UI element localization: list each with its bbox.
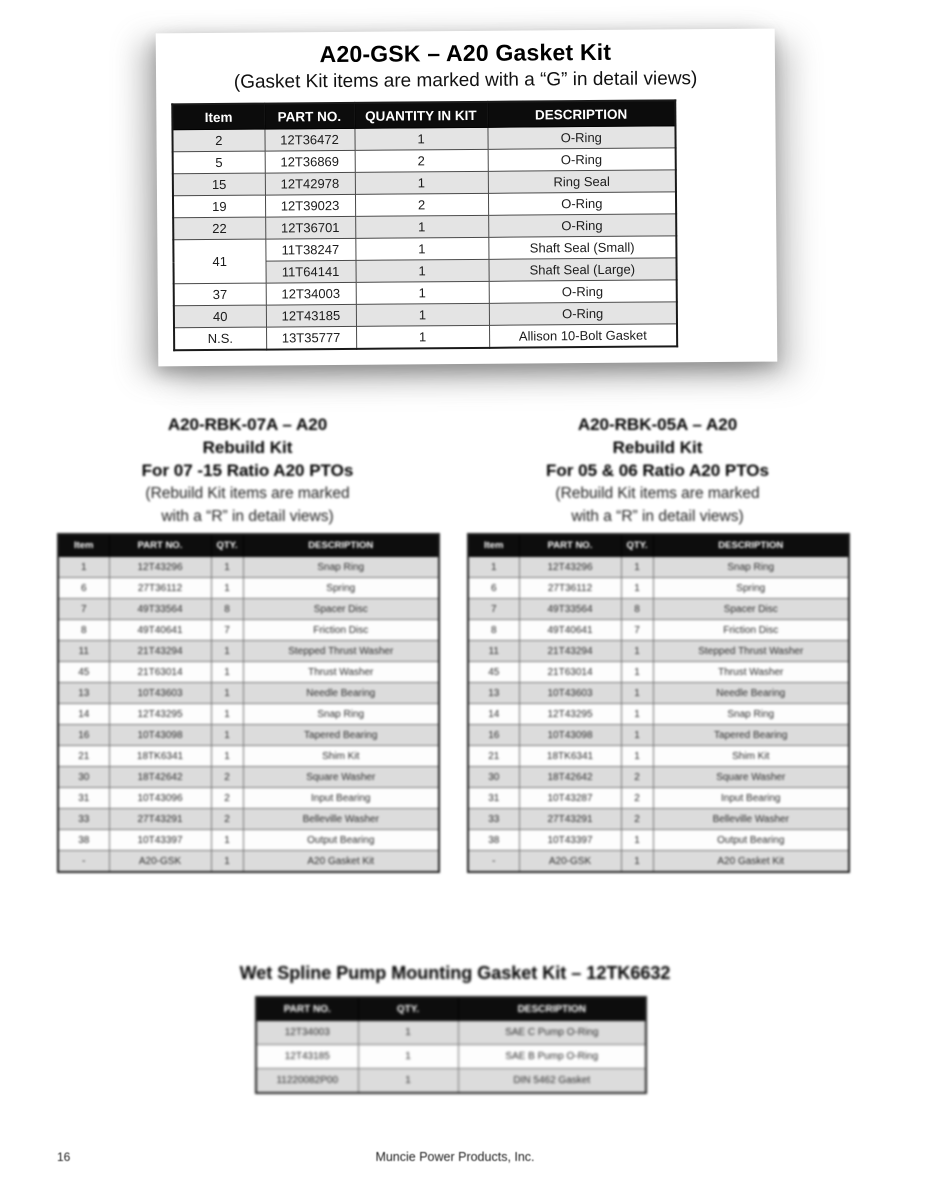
table-header-row: [256, 997, 646, 1021]
table-cell: Needle Bearing: [243, 683, 439, 704]
table-cell: 1: [211, 830, 243, 851]
table-cell: 11: [468, 641, 519, 662]
title-line: (Rebuild Kit items are marked: [145, 485, 350, 502]
gasket-kit-table: [171, 99, 678, 351]
column-header: PART NO.: [264, 103, 354, 129]
table-cell: -: [468, 851, 519, 873]
page-number: 16: [57, 1150, 71, 1164]
table-cell: 12T34003: [266, 282, 356, 305]
table-cell: SAE C Pump O-Ring: [458, 1021, 646, 1045]
table-cell: 27T36112: [519, 578, 621, 599]
wet-spline-kit-title: Wet Spline Pump Mounting Gasket Kit – 12TK6632: [239, 963, 671, 983]
table-cell: 10T43397: [519, 830, 621, 851]
table-cell: 21T43294: [109, 641, 211, 662]
table-cell: 12T42978: [265, 172, 355, 195]
column-header: PART NO.: [256, 997, 358, 1021]
table-cell: Spring: [243, 578, 439, 599]
table-cell: 33: [58, 809, 109, 830]
table-row: [58, 830, 439, 851]
table-cell: Thrust Washer: [653, 662, 849, 683]
rebuild-kit-05a-subtitle: [467, 482, 848, 528]
table-cell: 30: [58, 767, 109, 788]
table-cell: 1: [621, 704, 653, 725]
table-cell: 12T43295: [109, 704, 211, 725]
table-row: [58, 851, 439, 873]
table-cell: Allison 10-Bolt Gasket: [489, 324, 677, 348]
rebuild-kit-07a-title: [57, 413, 438, 482]
rebuild-kit-07a-table: [57, 533, 440, 873]
table-row: [468, 599, 849, 620]
table-cell: 2: [172, 129, 264, 152]
title-line: A20-RBK-05A – A20: [577, 415, 738, 434]
table-cell: Ring Seal: [488, 170, 676, 193]
table-cell: 1: [355, 215, 488, 238]
table-cell: N.S.: [174, 327, 266, 350]
table-row: [468, 662, 849, 683]
table-cell: Spacer Disc: [243, 599, 439, 620]
table-cell: 10T43287: [519, 788, 621, 809]
table-cell: 1: [211, 578, 243, 599]
table-cell: 27T43291: [519, 809, 621, 830]
table-cell: 12T36472: [264, 128, 354, 151]
table-cell: 30: [468, 767, 519, 788]
column-header: QTY.: [211, 534, 243, 557]
table-row: [468, 704, 849, 725]
table-row: [58, 788, 439, 809]
column-header: QTY.: [358, 997, 458, 1021]
table-cell: Shaft Seal (Large): [488, 258, 676, 281]
footer-company-name: Muncie Power Products, Inc.: [375, 1150, 535, 1164]
table-cell: Output Bearing: [653, 830, 849, 851]
table-cell: 1: [58, 557, 109, 578]
table-cell: Snap Ring: [243, 557, 439, 578]
table-cell: 2: [355, 149, 488, 172]
table-cell: Friction Disc: [653, 620, 849, 641]
table-cell: 1: [211, 641, 243, 662]
table-row: [58, 578, 439, 599]
table-row: [468, 809, 849, 830]
table-cell: Belleville Washer: [653, 809, 849, 830]
table-cell: Shaft Seal (Small): [488, 236, 676, 259]
table-cell: 1: [468, 557, 519, 578]
table-cell: 1: [621, 683, 653, 704]
table-cell: 1: [621, 557, 653, 578]
table-row: [468, 788, 849, 809]
table-cell: 14: [58, 704, 109, 725]
table-cell: 19: [173, 195, 265, 218]
table-row: [468, 851, 849, 873]
table-cell: 2: [211, 767, 243, 788]
table-cell: 2: [211, 809, 243, 830]
table-cell: 1: [355, 259, 488, 282]
table-cell: 7: [621, 620, 653, 641]
table-cell: 18TK6341: [109, 746, 211, 767]
table-cell: 12T43185: [256, 1045, 358, 1069]
table-cell: 12T43296: [109, 557, 211, 578]
table-cell: 1: [621, 746, 653, 767]
rebuild-kit-05a-title: [467, 413, 848, 482]
table-cell: 2: [621, 788, 653, 809]
table-cell: 1: [621, 851, 653, 873]
column-header: QUANTITY IN KIT: [354, 102, 487, 129]
column-header: Item: [172, 104, 264, 130]
title-line: Rebuild Kit: [202, 438, 293, 457]
table-cell: Tapered Bearing: [243, 725, 439, 746]
table-cell: -: [58, 851, 109, 873]
column-header: Item: [58, 534, 109, 557]
column-header: PART NO.: [519, 534, 621, 557]
table-cell: 22: [173, 217, 265, 240]
table-cell: 18T42642: [519, 767, 621, 788]
table-row: [174, 324, 677, 350]
table-row: [468, 767, 849, 788]
table-cell: 38: [468, 830, 519, 851]
table-cell: 2: [621, 767, 653, 788]
table-cell: Stepped Thrust Washer: [653, 641, 849, 662]
title-line: Rebuild Kit: [612, 438, 703, 457]
table-cell: 1: [211, 725, 243, 746]
gasket-kit-card: [156, 29, 778, 367]
column-header: DESCRIPTION: [458, 997, 646, 1021]
table-cell: 1: [621, 662, 653, 683]
table-cell: 49T33564: [109, 599, 211, 620]
table-cell: 31: [468, 788, 519, 809]
table-cell: 1: [355, 237, 488, 260]
table-cell: Square Washer: [243, 767, 439, 788]
title-line: A20-RBK-07A – A20: [167, 415, 328, 434]
column-header: QTY.: [621, 534, 653, 557]
table-cell: 12T39023: [265, 194, 355, 217]
table-row: [468, 620, 849, 641]
table-row: [468, 683, 849, 704]
table-cell: Tapered Bearing: [653, 725, 849, 746]
table-cell: 7: [58, 599, 109, 620]
table-cell: 13: [468, 683, 519, 704]
table-cell: 13: [58, 683, 109, 704]
table-cell: 7: [211, 620, 243, 641]
table-cell: 6: [58, 578, 109, 599]
table-cell: Shim Kit: [243, 746, 439, 767]
table-cell: 16: [58, 725, 109, 746]
table-cell: 18T42642: [109, 767, 211, 788]
table-cell: A20 Gasket Kit: [243, 851, 439, 873]
table-cell: 14: [468, 704, 519, 725]
column-header: DESCRIPTION: [487, 100, 675, 127]
table-cell: 37: [174, 283, 266, 306]
table-cell: O-Ring: [489, 280, 677, 303]
table-cell: 2: [621, 809, 653, 830]
table-row: [58, 704, 439, 725]
table-row: [58, 809, 439, 830]
table-cell: 49T40641: [519, 620, 621, 641]
table-cell: Snap Ring: [653, 557, 849, 578]
table-row: [256, 1069, 646, 1094]
table-header-row: [58, 534, 439, 557]
table-row: [468, 578, 849, 599]
title-line: with a “R” in detail views): [161, 508, 334, 525]
table-row: [58, 746, 439, 767]
table-cell: Shim Kit: [653, 746, 849, 767]
table-row: [58, 683, 439, 704]
table-cell: 33: [468, 809, 519, 830]
title-line: For 07 -15 Ratio A20 PTOs: [141, 461, 354, 480]
table-header-row: [468, 534, 849, 557]
table-cell: A20-GSK: [519, 851, 621, 873]
table-cell: 2: [211, 788, 243, 809]
table-cell: 6: [468, 578, 519, 599]
table-cell: 1: [356, 281, 489, 304]
table-cell: 1: [356, 303, 489, 326]
table-cell: 1: [355, 171, 488, 194]
table-cell: 11T38247: [265, 238, 355, 261]
table-cell: 11220082P00: [256, 1069, 358, 1094]
table-cell: 7: [468, 599, 519, 620]
table-cell: 1: [211, 683, 243, 704]
table-cell: 49T40641: [109, 620, 211, 641]
table-cell: 10T43098: [519, 725, 621, 746]
table-cell: O-Ring: [488, 148, 676, 171]
table-cell: 1: [358, 1045, 458, 1069]
table-cell: 12T36869: [265, 150, 355, 173]
table-row: [256, 1021, 646, 1045]
table-cell: Snap Ring: [653, 704, 849, 725]
table-row: [58, 620, 439, 641]
table-cell: A20 Gasket Kit: [653, 851, 849, 873]
table-cell: Spring: [653, 578, 849, 599]
table-cell: 8: [211, 599, 243, 620]
table-cell: 31: [58, 788, 109, 809]
wet-spline-kit-table: [255, 996, 647, 1094]
table-cell: Stepped Thrust Washer: [243, 641, 439, 662]
table-cell: 11T64141: [265, 260, 355, 283]
table-cell: 1: [354, 127, 487, 150]
table-cell: 21: [468, 746, 519, 767]
table-cell: SAE B Pump O-Ring: [458, 1045, 646, 1069]
table-cell: 41: [173, 239, 265, 284]
table-cell: 11: [58, 641, 109, 662]
table-row: [468, 557, 849, 578]
table-cell: Input Bearing: [653, 788, 849, 809]
table-cell: A20-GSK: [109, 851, 211, 873]
column-header: DESCRIPTION: [243, 534, 439, 557]
table-row: [58, 641, 439, 662]
table-cell: 1: [211, 557, 243, 578]
table-cell: 1: [358, 1021, 458, 1045]
table-cell: Belleville Washer: [243, 809, 439, 830]
table-cell: 8: [621, 599, 653, 620]
table-row: [468, 641, 849, 662]
table-cell: 1: [621, 725, 653, 746]
table-cell: 1: [211, 662, 243, 683]
table-cell: 10T43603: [109, 683, 211, 704]
table-cell: 27T36112: [109, 578, 211, 599]
table-cell: 8: [58, 620, 109, 641]
table-cell: 2: [355, 193, 488, 216]
gasket-kit-title: A20-GSK – A20 Gasket Kit: [319, 38, 612, 68]
table-cell: Output Bearing: [243, 830, 439, 851]
table-cell: 12T43296: [519, 557, 621, 578]
table-cell: 45: [468, 662, 519, 683]
table-row: [468, 830, 849, 851]
table-cell: 1: [211, 746, 243, 767]
title-line: For 05 & 06 Ratio A20 PTOs: [546, 461, 769, 480]
table-cell: 49T33564: [519, 599, 621, 620]
table-cell: Spacer Disc: [653, 599, 849, 620]
page-footer: [0, 1150, 910, 1164]
gasket-kit-subtitle: (Gasket Kit items are marked with a “G” in detail views): [233, 68, 698, 93]
table-cell: 21T63014: [519, 662, 621, 683]
table-cell: 13T35777: [266, 326, 356, 349]
table-row: [58, 725, 439, 746]
table-row: [58, 662, 439, 683]
table-cell: 1: [211, 851, 243, 873]
table-cell: 45: [58, 662, 109, 683]
table-cell: 1: [356, 325, 489, 349]
table-cell: 5: [173, 151, 265, 174]
title-line: with a “R” in detail views): [571, 508, 744, 525]
table-cell: 1: [621, 830, 653, 851]
table-cell: 40: [174, 305, 266, 328]
table-cell: 10T43603: [519, 683, 621, 704]
table-cell: Snap Ring: [243, 704, 439, 725]
table-cell: 12T43185: [266, 304, 356, 327]
table-cell: 12T34003: [256, 1021, 358, 1045]
rebuild-kit-07a-section: [57, 413, 438, 873]
table-cell: 10T43397: [109, 830, 211, 851]
table-row: [256, 1045, 646, 1069]
table-header-row: [172, 100, 675, 129]
table-cell: 21T43294: [519, 641, 621, 662]
table-row: [58, 599, 439, 620]
table-cell: O-Ring: [488, 192, 676, 215]
rebuild-kit-05a-table: [467, 533, 850, 873]
column-header: PART NO.: [109, 534, 211, 557]
title-line: (Rebuild Kit items are marked: [555, 485, 760, 502]
table-cell: 1: [621, 641, 653, 662]
table-row: [58, 557, 439, 578]
table-cell: Square Washer: [653, 767, 849, 788]
table-row: [468, 746, 849, 767]
table-row: [58, 767, 439, 788]
table-cell: 18TK6341: [519, 746, 621, 767]
table-cell: 10T43098: [109, 725, 211, 746]
table-cell: O-Ring: [489, 302, 677, 325]
table-cell: 38: [58, 830, 109, 851]
table-cell: 12T43295: [519, 704, 621, 725]
table-cell: Input Bearing: [243, 788, 439, 809]
table-cell: 10T43096: [109, 788, 211, 809]
table-cell: O-Ring: [488, 214, 676, 237]
table-cell: Thrust Washer: [243, 662, 439, 683]
table-cell: 12T36701: [265, 216, 355, 239]
table-cell: 1: [211, 704, 243, 725]
table-cell: O-Ring: [487, 126, 675, 149]
table-cell: Needle Bearing: [653, 683, 849, 704]
table-cell: Friction Disc: [243, 620, 439, 641]
table-row: [468, 725, 849, 746]
table-cell: 8: [468, 620, 519, 641]
rebuild-kit-05a-section: [467, 413, 848, 873]
wet-spline-kit-section: [195, 963, 715, 1094]
table-cell: DIN 5462 Gasket: [458, 1069, 646, 1094]
table-cell: 27T43291: [109, 809, 211, 830]
table-cell: 16: [468, 725, 519, 746]
table-cell: 21: [58, 746, 109, 767]
table-cell: 15: [173, 173, 265, 196]
rebuild-kit-07a-subtitle: [57, 482, 438, 528]
table-cell: 21T63014: [109, 662, 211, 683]
column-header: DESCRIPTION: [653, 534, 849, 557]
table-cell: 1: [358, 1069, 458, 1094]
table-cell: 1: [621, 578, 653, 599]
column-header: Item: [468, 534, 519, 557]
